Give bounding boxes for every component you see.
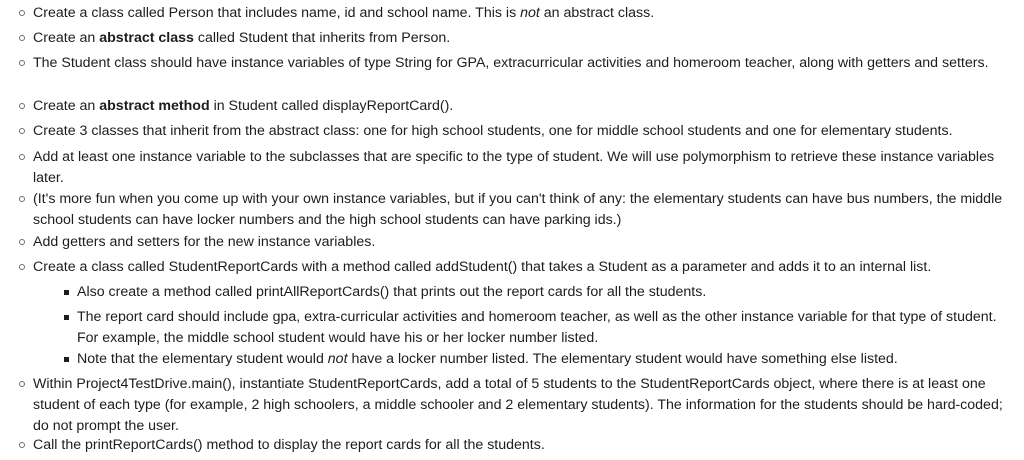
list-item-text: Create a class called Person that includes name, id and school name. This is not an abstract class. <box>33 5 655 21</box>
list-item-text: Within Project4TestDrive.main(), instantiate StudentReportCards, add a total of 5 students to the StudentReportCards object, where there is at least one student of each type (for example, 2 high schoolers, a middle schooler and 2 elementary students). The information for the students should be hard-coded; do not prompt the user. <box>33 376 1003 434</box>
list-item-text: Create 3 classes that inherit from the abstract class: one for high school students, one for middle school students and one for elementary students. <box>33 123 953 139</box>
list-item <box>33 232 1011 253</box>
bullet-square-icon <box>64 290 69 295</box>
list-item-text: Also create a method called printAllReportCards() that prints out the report cards for all the students. <box>77 284 707 300</box>
list-item <box>33 96 1011 117</box>
bullet-circle-icon <box>19 381 25 387</box>
bullet-circle-icon <box>19 103 25 109</box>
list-item <box>77 307 1007 349</box>
list-item <box>33 3 1011 24</box>
list-item <box>33 28 1011 49</box>
bullet-square-icon <box>64 357 69 362</box>
bullet-circle-icon <box>19 60 25 66</box>
list-item-text: (It's more fun when you come up with your own instance variables, but if you can't think of any: the elementary students can have bus numbers, the middle school students can have locker numbers and the high school students can have parking ids.) <box>33 191 1003 228</box>
bullet-circle-icon <box>19 10 25 16</box>
bullet-circle-icon <box>19 35 25 41</box>
list-item-text: Create a class called StudentReportCards with a method called addStudent() that takes a Student as a parameter and adds it to an internal list. <box>33 259 932 275</box>
bullet-circle-icon <box>19 128 25 134</box>
list-item-text: The report card should include gpa, extra-curricular activities and homeroom teacher, as well as the other instance variable for that type of student. For example, the middle school student would have his or her locker number listed. <box>77 309 997 346</box>
list-item-text: Note that the elementary student would not have a locker number listed. The elementary student would have something else listed. <box>77 351 898 367</box>
bullet-circle-icon <box>19 442 25 448</box>
list-item-text: Add getters and setters for the new instance variables. <box>33 234 376 250</box>
list-item-text: Add at least one instance variable to the subclasses that are specific to the type of student. We will use polymorphism to retrieve these instance variables later. <box>33 149 995 186</box>
list-item <box>33 121 1011 142</box>
list-item <box>33 147 1011 189</box>
bullet-circle-icon <box>19 264 25 270</box>
bullet-square-icon <box>64 315 69 320</box>
bullet-circle-icon <box>19 154 25 160</box>
bullet-circle-icon <box>19 196 25 202</box>
list-item <box>33 53 1011 74</box>
list-item <box>33 189 1011 231</box>
list-item <box>33 257 1011 278</box>
list-item <box>77 282 1007 303</box>
list-item-text: Call the printReportCards() method to display the report cards for all the students. <box>33 437 545 453</box>
list-item-text: Create an abstract class called Student that inherits from Person. <box>33 30 451 46</box>
list-item <box>33 435 1011 456</box>
list-item <box>33 374 1011 437</box>
list-item-text: The Student class should have instance variables of type String for GPA, extracurricular activities and homeroom teacher, along with getters and setters. <box>33 55 989 71</box>
list-item-text: Create an abstract method in Student called displayReportCard(). <box>33 98 454 114</box>
bullet-circle-icon <box>19 239 25 245</box>
list-item <box>77 349 1007 370</box>
